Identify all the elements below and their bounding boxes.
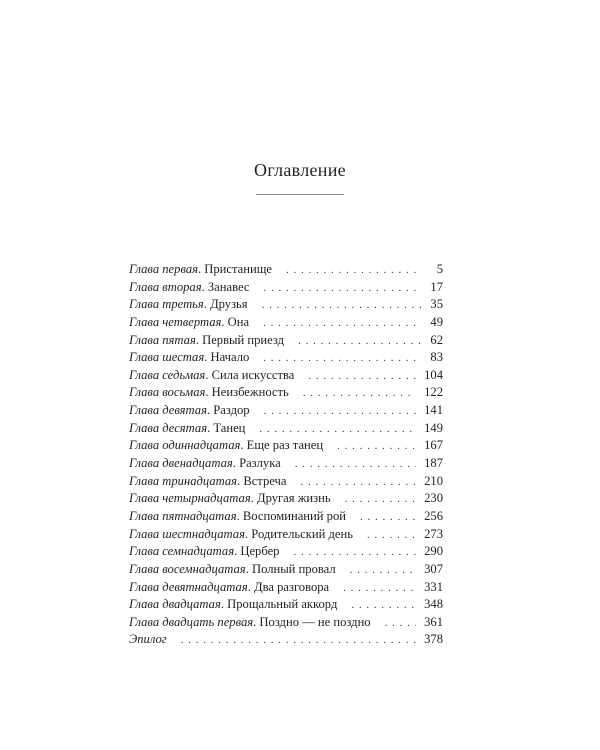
toc-chapter-label: Глава четырнадцатая bbox=[129, 491, 251, 506]
toc-page-number: 83 bbox=[430, 350, 443, 365]
toc-page-number: 256 bbox=[424, 508, 443, 523]
toc-chapter-title: Первый приезд bbox=[202, 332, 285, 347]
toc-chapter-title: Встреча bbox=[243, 473, 287, 488]
toc-separator: . bbox=[220, 597, 228, 612]
toc-dot-leader bbox=[295, 458, 416, 470]
toc-dot-leader bbox=[181, 634, 416, 646]
toc-dot-leader bbox=[259, 423, 416, 435]
toc-entry bbox=[129, 562, 443, 580]
toc-page-number: 49 bbox=[430, 314, 443, 329]
toc-separator: . bbox=[197, 262, 205, 276]
toc-page-number: 230 bbox=[424, 491, 443, 506]
toc-entry bbox=[129, 262, 443, 280]
toc-page-number: 149 bbox=[424, 420, 443, 435]
toc-entry bbox=[129, 474, 443, 492]
toc-dot-leader bbox=[298, 335, 421, 347]
toc-separator: . bbox=[244, 526, 252, 541]
toc-page-number: 378 bbox=[424, 632, 443, 647]
toc-entry bbox=[129, 491, 443, 509]
toc-page-number: 17 bbox=[430, 279, 443, 294]
toc-chapter-label: Глава восьмая bbox=[129, 385, 206, 400]
toc-entry bbox=[129, 509, 443, 527]
toc-chapter-title: Пристанище bbox=[204, 262, 273, 276]
toc-dot-leader bbox=[286, 264, 421, 276]
toc-page-number: 307 bbox=[424, 561, 443, 576]
toc-dot-leader bbox=[367, 529, 416, 541]
toc-entry bbox=[129, 544, 443, 562]
toc-chapter-label: Глава тринадцатая bbox=[129, 473, 238, 488]
toc-chapter-label: Глава седьмая bbox=[129, 367, 206, 382]
toc-entry bbox=[129, 368, 443, 386]
toc-dot-leader bbox=[303, 387, 416, 399]
toc-chapter-title: Поздно — не поздно bbox=[259, 614, 371, 629]
toc-entry bbox=[129, 280, 443, 298]
toc-chapter-label: Глава третья bbox=[129, 297, 204, 312]
toc-dot-leader bbox=[264, 405, 417, 417]
toc-chapter-label: Глава шестая bbox=[129, 350, 205, 365]
toc-chapter-label: Глава девятая bbox=[129, 403, 207, 418]
toc-page-number: 361 bbox=[424, 614, 443, 629]
toc-chapter-label: Глава пятая bbox=[129, 332, 196, 347]
toc-dot-leader bbox=[300, 476, 416, 488]
toc-chapter-label: Глава двадцатая bbox=[129, 597, 221, 612]
toc-chapter-label: Глава пятнадцатая bbox=[129, 508, 237, 523]
toc-page-number: 62 bbox=[430, 332, 443, 347]
toc-page-number: 5 bbox=[436, 262, 443, 276]
toc-page-number: 167 bbox=[424, 438, 443, 453]
toc-chapter-title: Другая жизнь bbox=[256, 491, 331, 506]
toc-entry bbox=[129, 438, 443, 456]
toc-chapter-title: Разлука bbox=[239, 456, 281, 471]
toc-separator: . bbox=[205, 385, 212, 400]
toc-dot-leader bbox=[350, 564, 416, 576]
toc-entry bbox=[129, 615, 443, 633]
toc-entry bbox=[129, 350, 443, 368]
toc-separator: . bbox=[234, 544, 241, 559]
toc-chapter-label: Глава семнадцатая bbox=[129, 544, 235, 559]
toc-separator: . bbox=[245, 561, 252, 576]
toc-chapter-title: Друзья bbox=[210, 297, 248, 312]
toc-chapter-title: Полный провал bbox=[251, 561, 336, 576]
toc-dot-leader bbox=[345, 493, 417, 505]
toc-dot-leader bbox=[263, 282, 421, 294]
toc-separator: . bbox=[201, 279, 208, 294]
toc-chapter-label: Глава четвертая bbox=[129, 314, 222, 329]
toc-chapter-title: Еще раз танец bbox=[246, 438, 324, 453]
toc-chapter-title: Она bbox=[227, 314, 250, 329]
toc-chapter-title: Сила искусства bbox=[211, 367, 295, 382]
toc-page-number: 104 bbox=[424, 367, 443, 382]
toc-chapter-title: Начало bbox=[210, 350, 250, 365]
toc-separator: . bbox=[240, 438, 247, 453]
toc-chapter-title: Два разговора bbox=[253, 579, 330, 594]
toc-separator: . bbox=[203, 297, 211, 312]
toc-chapter-label: Глава шестнадцатая bbox=[129, 526, 245, 541]
toc-separator: . bbox=[250, 491, 257, 506]
toc-heading: Оглавление bbox=[254, 160, 346, 180]
toc-chapter-label: Глава двенадцатая bbox=[129, 456, 233, 471]
toc-separator: . bbox=[221, 314, 228, 329]
toc-dot-leader bbox=[351, 599, 416, 611]
toc-entry bbox=[129, 456, 443, 474]
toc-dot-leader bbox=[262, 299, 421, 311]
toc-chapter-title: Неизбежность bbox=[211, 385, 289, 400]
toc-separator: . bbox=[205, 367, 212, 382]
toc-page-number: 122 bbox=[424, 385, 443, 400]
toc-separator: . bbox=[232, 456, 240, 471]
toc-separator: . bbox=[237, 473, 244, 488]
toc-chapter-label: Глава двадцать первая bbox=[129, 614, 254, 629]
toc-chapter-label: Глава восемнадцатая bbox=[129, 561, 246, 576]
toc-dot-leader bbox=[337, 440, 416, 452]
toc-page-number: 331 bbox=[424, 579, 443, 594]
toc-dot-leader bbox=[293, 546, 416, 558]
toc-entry bbox=[129, 580, 443, 598]
toc-page-number: 210 bbox=[424, 473, 443, 488]
toc-dot-leader bbox=[308, 370, 416, 382]
toc-separator: . bbox=[206, 403, 214, 418]
toc-separator: . bbox=[253, 614, 260, 629]
toc-entry bbox=[129, 385, 443, 403]
toc-chapter-title: Танец bbox=[213, 420, 246, 435]
toc-chapter-label: Глава девятнадцатая bbox=[129, 579, 248, 594]
toc-dot-leader bbox=[263, 352, 421, 364]
toc-entry bbox=[129, 333, 443, 351]
toc-list bbox=[129, 262, 443, 650]
toc-chapter-title: Прощальный аккорд bbox=[227, 597, 338, 612]
toc-entry bbox=[129, 403, 443, 421]
toc-dot-leader bbox=[343, 582, 416, 594]
toc-chapter-title: Воспоминаний рой bbox=[242, 508, 347, 523]
toc-entry bbox=[129, 527, 443, 545]
toc-entry bbox=[129, 597, 443, 615]
toc-entry bbox=[129, 315, 443, 333]
toc-separator: . bbox=[236, 508, 243, 523]
toc-chapter-title: Цербер bbox=[240, 544, 280, 559]
toc-separator: . bbox=[204, 350, 211, 365]
toc-chapter-label: Глава первая bbox=[129, 262, 198, 276]
toc-dot-leader bbox=[263, 317, 421, 329]
toc-page-number: 187 bbox=[424, 456, 443, 471]
toc-separator: . bbox=[195, 332, 203, 347]
toc-entry-epilogue bbox=[129, 632, 443, 650]
toc-chapter-label: Глава одиннадцатая bbox=[129, 438, 241, 453]
toc-page-number: 35 bbox=[430, 297, 443, 312]
toc-page-number: 273 bbox=[424, 526, 443, 541]
toc-chapter-label: Эпилог bbox=[129, 632, 167, 647]
toc-chapter-title: Родительский день bbox=[251, 526, 353, 541]
toc-chapter-title: Занавес bbox=[207, 279, 250, 294]
toc-separator: . bbox=[247, 579, 254, 594]
title-divider bbox=[256, 194, 344, 195]
toc-dot-leader bbox=[360, 511, 416, 523]
toc-chapter-title: Раздор bbox=[213, 403, 250, 418]
toc-dot-leader bbox=[385, 617, 417, 629]
toc-separator: . bbox=[207, 420, 214, 435]
toc-page-number: 141 bbox=[424, 403, 443, 418]
toc-chapter-label: Глава десятая bbox=[129, 420, 208, 435]
toc-entry bbox=[129, 297, 443, 315]
toc-chapter-label: Глава вторая bbox=[129, 279, 202, 294]
toc-page-number: 290 bbox=[424, 544, 443, 559]
toc-page-number: 348 bbox=[424, 597, 443, 612]
toc-entry bbox=[129, 421, 443, 439]
